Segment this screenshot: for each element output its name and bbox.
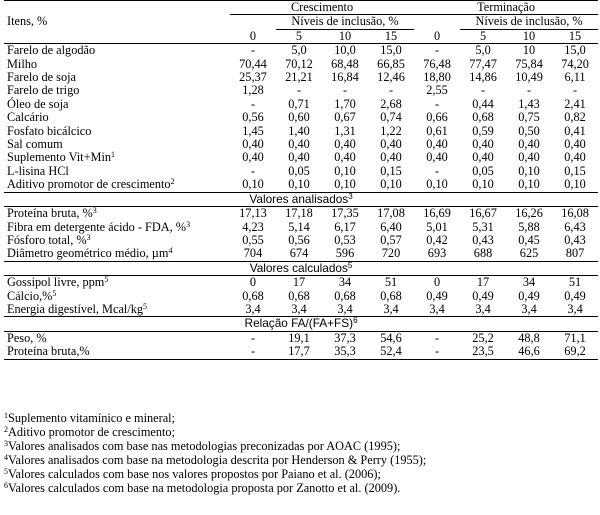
row-label-text: Sal comum xyxy=(7,137,63,152)
table-cell: 0,40 xyxy=(242,137,264,152)
table-cell: 0,40 xyxy=(334,150,356,165)
table-cell: 0,68 xyxy=(334,288,356,303)
table-row xyxy=(4,125,598,138)
row-label xyxy=(4,234,230,247)
table-cell: 0,40 xyxy=(518,150,540,165)
table-cell: 0,40 xyxy=(472,137,494,152)
row-label-text: Aditivo promotor de crescimento xyxy=(7,177,171,192)
section-title-text: Valores analisados xyxy=(249,191,349,206)
table-cell: 807 xyxy=(565,246,585,261)
table-cell: 0 xyxy=(249,275,257,290)
row-label-text: L-lisina HCl xyxy=(7,163,69,178)
table-cell: 0,40 xyxy=(288,137,310,152)
table-cell: 1,28 xyxy=(242,83,264,98)
table-cell: 704 xyxy=(243,246,263,261)
table-cell: 17 xyxy=(292,275,306,290)
row-label-text: Peso, % xyxy=(7,330,47,345)
table-row xyxy=(4,138,598,151)
footnote-marker: 5 xyxy=(52,288,57,298)
row-label-text: Farelo de trigo xyxy=(7,83,80,98)
table-cell: 0,40 xyxy=(564,137,586,152)
row-label xyxy=(4,71,230,84)
table-cell: 16,26 xyxy=(515,206,543,221)
row-label-text: Calcário xyxy=(7,110,49,125)
table-cell: 10,0 xyxy=(334,43,356,58)
table-cell: 693 xyxy=(427,246,447,261)
table-cell: 0,10 xyxy=(288,177,310,192)
levels-finish-header: Níveis de inclusão, % xyxy=(460,15,598,29)
table-cell: 0,15 xyxy=(564,163,586,178)
table-cell: 14,86 xyxy=(469,70,497,85)
table-cell: 0,40 xyxy=(334,137,356,152)
table-cell: 0,15 xyxy=(380,163,402,178)
table-cell: 5,01 xyxy=(426,219,448,234)
table-cell: 0,10 xyxy=(564,177,586,192)
footnote-number: 3 xyxy=(4,438,8,448)
col-header: 5 xyxy=(460,29,506,43)
row-label xyxy=(4,303,230,317)
section-title xyxy=(4,261,598,275)
table-cell: 10,49 xyxy=(515,70,543,85)
table-cell: 0,68 xyxy=(380,288,402,303)
section-title-text: Relação FA/(FA+FS) xyxy=(244,316,354,331)
row-label xyxy=(4,247,230,261)
table-cell: 5,31 xyxy=(472,219,494,234)
footnote-marker: 3 xyxy=(186,219,191,229)
row-label xyxy=(4,207,230,221)
col-header: 15 xyxy=(368,29,414,43)
table-cell: 3,4 xyxy=(429,301,445,316)
footnote-marker: 2 xyxy=(170,177,175,187)
footnote-text: Aditivo promotor de crescimento; xyxy=(8,424,175,439)
table-cell: 4,23 xyxy=(242,219,264,234)
items-header: Itens, % xyxy=(4,1,230,44)
footnote-marker: 3 xyxy=(86,232,91,242)
section-title-text: Valores calculados xyxy=(249,260,348,275)
footnote-marker: 5 xyxy=(104,275,109,285)
table-cell: 54,6 xyxy=(380,330,402,345)
row-label xyxy=(4,290,230,303)
row-label-text: Energia digestível, Mcal/kg xyxy=(7,301,144,316)
row-label-text: Milho xyxy=(7,56,38,71)
table-cell: - xyxy=(480,83,486,98)
table-cell: 16,08 xyxy=(561,206,589,221)
table-cell: 66,85 xyxy=(377,56,405,71)
table-cell: - xyxy=(250,163,256,178)
table-row xyxy=(4,345,598,359)
table-cell: 5,0 xyxy=(291,43,307,58)
table-cell: 3,4 xyxy=(521,301,537,316)
table-cell: 16,67 xyxy=(469,206,497,221)
table-cell: 0,50 xyxy=(518,123,540,138)
table-cell: 720 xyxy=(381,246,401,261)
table-cell: - xyxy=(414,345,460,359)
row-label xyxy=(4,276,230,290)
footnote-marker: 6 xyxy=(353,316,358,326)
row-label-text: Fibra em detergente ácido - FDA, % xyxy=(7,219,187,234)
row-label xyxy=(4,125,230,138)
table-cell: 17 xyxy=(476,275,490,290)
section-row xyxy=(4,192,598,206)
footnote xyxy=(4,482,598,496)
table-cell: 0,42 xyxy=(426,232,448,247)
col-header: 0 xyxy=(414,29,460,43)
table-cell: 0,10 xyxy=(472,177,494,192)
table-cell: 70,12 xyxy=(285,56,313,71)
col-header: 15 xyxy=(552,29,598,43)
composition-table xyxy=(4,0,598,360)
footnote-text: Valores calculados com base nos valores propostos por Paiano et al. (2006); xyxy=(8,466,381,481)
table-cell: 0,59 xyxy=(472,123,494,138)
table-row xyxy=(4,58,598,71)
table-cell: 0,53 xyxy=(334,232,356,247)
row-label xyxy=(4,98,230,111)
footnote xyxy=(4,468,598,482)
table-row xyxy=(4,165,598,178)
row-label-text: Suplemento Vit+Min xyxy=(7,150,112,165)
row-label-text: Gossipol livre, ppm xyxy=(7,275,105,290)
table-cell: - xyxy=(230,345,276,359)
section-row xyxy=(4,317,598,331)
table-cell: 51 xyxy=(384,275,398,290)
row-label xyxy=(4,345,230,359)
table-cell: 0,56 xyxy=(288,232,310,247)
table-cell: 0,40 xyxy=(564,150,586,165)
table-cell: 15,0 xyxy=(380,43,402,58)
table-cell: 35,3 xyxy=(322,345,368,359)
table-cell: 0,49 xyxy=(426,288,448,303)
table-cell: 3,4 xyxy=(337,301,353,316)
table-cell: 3,4 xyxy=(567,301,583,316)
row-label xyxy=(4,331,230,345)
table-cell: 0,40 xyxy=(426,137,448,152)
table-cell: 0,67 xyxy=(334,110,356,125)
table-row xyxy=(4,84,598,97)
footnote xyxy=(4,454,598,468)
row-label-text: Farelo de soja xyxy=(7,70,76,85)
footnotes xyxy=(4,412,598,495)
table-row xyxy=(4,234,598,247)
table-row xyxy=(4,276,598,290)
table-cell: 17,18 xyxy=(285,206,313,221)
table-cell: 0,49 xyxy=(564,288,586,303)
table-cell: 16,84 xyxy=(331,70,359,85)
table-cell: 0,66 xyxy=(426,110,448,125)
table-cell: 0,68 xyxy=(472,110,494,125)
table-cell: 1,45 xyxy=(242,123,264,138)
table-cell: 0,68 xyxy=(288,288,310,303)
table-cell: 6,43 xyxy=(564,219,586,234)
row-label-text: Óleo de soja xyxy=(7,96,69,111)
footnote-marker: 4 xyxy=(168,246,173,256)
row-label xyxy=(4,44,230,58)
table-cell: 0,49 xyxy=(518,288,540,303)
table-cell: 5,88 xyxy=(518,219,540,234)
table-cell: - xyxy=(296,83,302,98)
table-cell: 75,84 xyxy=(515,56,543,71)
table-row xyxy=(4,331,598,345)
row-label-text: Fósforo total, % xyxy=(7,232,87,247)
footnote-text: Valores analisados com base nas metodologias preconizadas por AOAC (1995); xyxy=(8,438,401,453)
section-title xyxy=(4,192,598,206)
table-row xyxy=(4,98,598,111)
table-cell: 0,10 xyxy=(242,177,264,192)
table-cell: - xyxy=(526,83,532,98)
table-row xyxy=(4,44,598,58)
row-label xyxy=(4,84,230,97)
table-cell: 68,48 xyxy=(331,56,359,71)
table-cell: 0,40 xyxy=(426,150,448,165)
table-row xyxy=(4,178,598,192)
table-cell: 0,82 xyxy=(564,110,586,125)
table-cell: - xyxy=(573,83,578,98)
row-label-text: Fosfato bicálcico xyxy=(7,123,92,138)
table-row xyxy=(4,151,598,164)
table-row xyxy=(4,111,598,124)
table-cell: - xyxy=(434,96,440,111)
table-cell: - xyxy=(434,163,440,178)
table-cell: - xyxy=(250,43,256,58)
table-cell: 1,43 xyxy=(518,96,540,111)
table-cell: 0,40 xyxy=(242,150,264,165)
table-cell: - xyxy=(434,330,440,345)
table-cell: 16,69 xyxy=(423,206,451,221)
row-label xyxy=(4,111,230,124)
footnote xyxy=(4,440,598,454)
table-cell: - xyxy=(250,330,256,345)
row-label xyxy=(4,165,230,178)
table-cell: 17,7 xyxy=(276,345,322,359)
section-row xyxy=(4,261,598,275)
footnote-marker: 3 xyxy=(92,206,97,216)
table-cell: 0,40 xyxy=(380,150,402,165)
col-header: 10 xyxy=(506,29,552,43)
table-cell: 0,10 xyxy=(334,177,356,192)
table-cell: 0,75 xyxy=(518,110,540,125)
row-label xyxy=(4,138,230,151)
table-cell: 3,4 xyxy=(475,301,491,316)
table-row xyxy=(4,247,598,261)
table-cell: 596 xyxy=(335,246,355,261)
row-label-text: Cálcio,% xyxy=(7,288,53,303)
table-cell: 6,17 xyxy=(334,219,356,234)
table-cell: 2,41 xyxy=(564,96,586,111)
table-cell: 37,3 xyxy=(334,330,356,345)
footnote-text: Valores analisados com base na metodologia descrita por Henderson & Perry (1955); xyxy=(8,452,427,467)
table-cell: 0,71 xyxy=(288,96,310,111)
table-cell: 1,40 xyxy=(288,123,310,138)
row-label xyxy=(4,178,230,192)
table-cell: 0,74 xyxy=(380,110,402,125)
table-cell: 0,43 xyxy=(564,232,586,247)
footnote-number: 1 xyxy=(4,411,8,420)
footnote-number: 2 xyxy=(4,424,8,434)
footnote-marker: 5 xyxy=(347,260,353,270)
group-finish-header: Terminação xyxy=(414,1,598,15)
table-cell: 48,8 xyxy=(518,330,540,345)
row-label-text: Diâmetro geométrico médio, µm xyxy=(7,246,169,261)
table-cell: 51 xyxy=(568,275,582,290)
table-cell: 17,08 xyxy=(377,206,405,221)
col-header: 0 xyxy=(230,29,276,43)
table-cell: 0,68 xyxy=(242,288,264,303)
table-row xyxy=(4,303,598,317)
table-cell: 70,44 xyxy=(239,56,267,71)
table-cell: 18,80 xyxy=(423,70,451,85)
table-cell: 0,10 xyxy=(518,177,540,192)
table-cell: 6,40 xyxy=(380,219,402,234)
table-cell: 23,5 xyxy=(460,345,506,359)
table-cell: 25,2 xyxy=(472,330,494,345)
footnote-marker: 5 xyxy=(143,301,148,311)
table-cell: 0,05 xyxy=(288,163,310,178)
table-cell: 17,35 xyxy=(331,206,359,221)
row-label-text: Proteína bruta, % xyxy=(7,206,93,221)
table-cell: 2,68 xyxy=(380,96,402,111)
table-row xyxy=(4,221,598,234)
table-cell: 10 xyxy=(522,43,536,58)
table-cell: 12,46 xyxy=(377,70,405,85)
table-cell: 0,40 xyxy=(288,150,310,165)
table-cell: 2,55 xyxy=(426,83,448,98)
table-cell: 3,4 xyxy=(245,301,261,316)
footnote-marker: 1 xyxy=(111,150,116,160)
row-label xyxy=(4,221,230,234)
table-cell: 3,4 xyxy=(291,301,307,316)
footnote xyxy=(4,426,598,440)
table-cell: 3,4 xyxy=(383,301,399,316)
table-cell: 76,48 xyxy=(423,56,451,71)
table-cell: 5,14 xyxy=(288,219,310,234)
table-row xyxy=(4,207,598,221)
table-cell: 6,11 xyxy=(564,70,586,85)
table-cell: 688 xyxy=(473,246,493,261)
table-cell: 1,70 xyxy=(334,96,356,111)
table-cell: 15,0 xyxy=(564,43,586,58)
table-cell: 34 xyxy=(338,275,352,290)
table-cell: 0,10 xyxy=(426,177,448,192)
table-cell: 21,21 xyxy=(285,70,313,85)
table-cell: 34 xyxy=(522,275,536,290)
row-label xyxy=(4,151,230,164)
footnote-text: Suplemento vitamínico e mineral; xyxy=(8,411,175,425)
table-cell: 0,61 xyxy=(426,123,448,138)
table-cell: 0,40 xyxy=(380,137,402,152)
table-cell: - xyxy=(434,43,440,58)
col-header: 5 xyxy=(276,29,322,43)
row-label-text: Farelo de algodão xyxy=(7,43,96,58)
table-cell: 19,1 xyxy=(288,330,310,345)
row-label-text: Proteína bruta,% xyxy=(7,344,90,359)
table-cell: 0,10 xyxy=(518,163,540,178)
table-row xyxy=(4,290,598,303)
footnote-number: 4 xyxy=(4,452,8,462)
table-cell: - xyxy=(388,83,394,98)
footnote-number: 6 xyxy=(4,480,8,490)
group-growth-header: Crescimento xyxy=(230,1,414,15)
section-title xyxy=(4,317,598,331)
table-row xyxy=(4,71,598,84)
table-cell: 0,49 xyxy=(472,288,494,303)
table-cell: 0,43 xyxy=(472,232,494,247)
table-cell: 0,56 xyxy=(242,110,264,125)
table-cell: 17,13 xyxy=(239,206,267,221)
table-cell: 0,40 xyxy=(472,150,494,165)
table-cell: 0,44 xyxy=(472,96,494,111)
table-cell: - xyxy=(342,83,348,98)
table-cell: 46,6 xyxy=(506,345,552,359)
footnote xyxy=(4,412,598,426)
levels-growth-header: Níveis de inclusão, % xyxy=(276,15,414,29)
col-header: 10 xyxy=(322,29,368,43)
table-cell: 0,10 xyxy=(334,163,356,178)
table-cell: 1,31 xyxy=(334,123,356,138)
table-cell: 674 xyxy=(289,246,309,261)
table-cell: 71,1 xyxy=(564,330,586,345)
table-cell: 0,55 xyxy=(242,232,264,247)
table-cell: 77,47 xyxy=(469,56,497,71)
table-cell: 1,22 xyxy=(380,123,402,138)
table-cell: 0,45 xyxy=(518,232,540,247)
footnote-marker: 3 xyxy=(348,191,353,201)
table-cell: 74,20 xyxy=(561,56,589,71)
table-cell: 5,0 xyxy=(475,43,491,58)
footnote-number: 5 xyxy=(4,466,8,476)
table-cell: 0 xyxy=(433,275,441,290)
table-cell: 52,4 xyxy=(368,345,414,359)
table-cell: 69,2 xyxy=(552,345,598,359)
table-cell: 0,10 xyxy=(380,177,402,192)
table-cell: 25,37 xyxy=(239,70,267,85)
table-cell: 0,57 xyxy=(380,232,402,247)
table-cell: - xyxy=(250,96,256,111)
table-cell: 625 xyxy=(519,246,539,261)
table-cell: 0,05 xyxy=(472,163,494,178)
footnote-text: Valores calculados com base na metodologia proposta por Zanotto et al. (2009). xyxy=(8,480,401,495)
table-cell: 0,60 xyxy=(288,110,310,125)
table-cell: 0,41 xyxy=(564,123,586,138)
row-label xyxy=(4,58,230,71)
table-cell: 0,40 xyxy=(518,137,540,152)
